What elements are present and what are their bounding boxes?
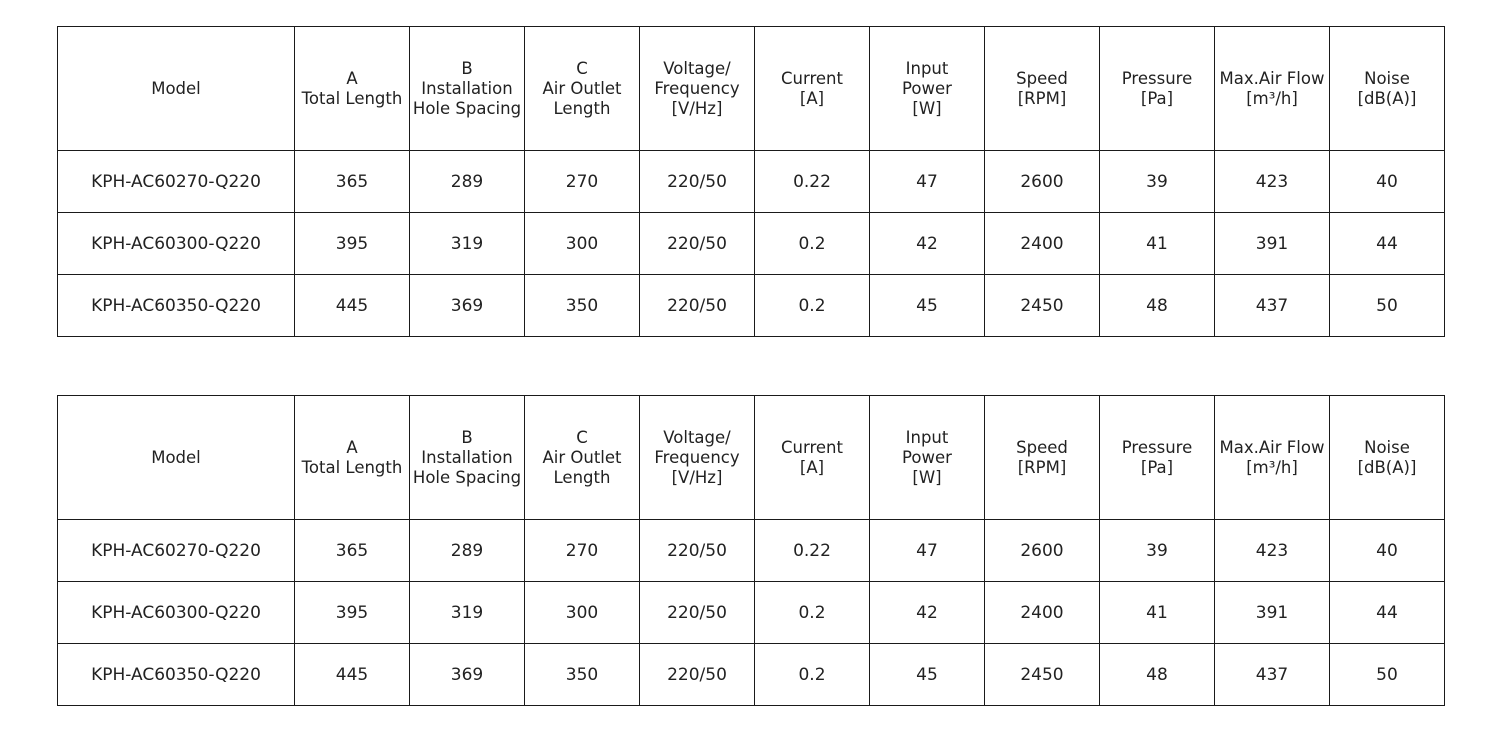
table-row xyxy=(58,275,1445,337)
table-cell: 39 xyxy=(1100,151,1215,213)
table-row xyxy=(58,582,1445,644)
model-cell: KPH-AC60300-Q220 xyxy=(58,213,295,275)
table-row xyxy=(58,644,1445,706)
header-cell: Max.Air Flow [m³/h] xyxy=(1215,27,1330,151)
table-cell: 2450 xyxy=(985,644,1100,706)
table-cell: 2600 xyxy=(985,151,1100,213)
table-cell: 319 xyxy=(410,213,525,275)
table-cell: 423 xyxy=(1215,151,1330,213)
header-cell: Speed [RPM] xyxy=(985,27,1100,151)
table-row xyxy=(58,520,1445,582)
table-cell: 47 xyxy=(870,151,985,213)
spec-table-2 xyxy=(57,395,1445,706)
table-cell: 48 xyxy=(1100,644,1215,706)
table-cell: 41 xyxy=(1100,582,1215,644)
table-cell: 350 xyxy=(525,275,640,337)
header-cell: Pressure [Pa] xyxy=(1100,396,1215,520)
table-cell: 289 xyxy=(410,520,525,582)
table-cell: 0.2 xyxy=(755,582,870,644)
table-cell: 220/50 xyxy=(640,520,755,582)
table-cell: 40 xyxy=(1330,520,1445,582)
table-cell: 220/50 xyxy=(640,582,755,644)
model-cell: KPH-AC60350-Q220 xyxy=(58,644,295,706)
header-cell: Model xyxy=(58,396,295,520)
table-cell: 319 xyxy=(410,582,525,644)
header-cell: Noise [dB(A)] xyxy=(1330,396,1445,520)
table-cell: 2450 xyxy=(985,275,1100,337)
header-cell: Input Power [W] xyxy=(870,396,985,520)
table-cell: 391 xyxy=(1215,582,1330,644)
header-cell: A Total Length xyxy=(295,27,410,151)
table-cell: 391 xyxy=(1215,213,1330,275)
table-cell: 423 xyxy=(1215,520,1330,582)
header-cell: Pressure [Pa] xyxy=(1100,27,1215,151)
model-cell: KPH-AC60300-Q220 xyxy=(58,582,295,644)
table-cell: 445 xyxy=(295,644,410,706)
table-cell: 350 xyxy=(525,644,640,706)
table-cell: 300 xyxy=(525,582,640,644)
header-cell: Current [A] xyxy=(755,396,870,520)
header-cell: Max.Air Flow [m³/h] xyxy=(1215,396,1330,520)
header-cell: Model xyxy=(58,27,295,151)
table-cell: 42 xyxy=(870,213,985,275)
table-cell: 220/50 xyxy=(640,151,755,213)
header-cell: A Total Length xyxy=(295,396,410,520)
spec-table-1 xyxy=(57,26,1445,337)
table-cell: 42 xyxy=(870,582,985,644)
header-cell: Voltage/ Frequency [V/Hz] xyxy=(640,396,755,520)
table-cell: 395 xyxy=(295,582,410,644)
table-cell: 300 xyxy=(525,213,640,275)
table-cell: 220/50 xyxy=(640,644,755,706)
table-cell: 369 xyxy=(410,275,525,337)
table-cell: 437 xyxy=(1215,644,1330,706)
table-row xyxy=(58,151,1445,213)
table-cell: 44 xyxy=(1330,582,1445,644)
table-cell: 270 xyxy=(525,520,640,582)
header-cell: Speed [RPM] xyxy=(985,396,1100,520)
table-cell: 41 xyxy=(1100,213,1215,275)
table-cell: 0.22 xyxy=(755,151,870,213)
header-cell: C Air Outlet Length xyxy=(525,27,640,151)
table-cell: 40 xyxy=(1330,151,1445,213)
table-cell: 365 xyxy=(295,151,410,213)
model-cell: KPH-AC60350-Q220 xyxy=(58,275,295,337)
header-row xyxy=(58,27,1445,151)
table-cell: 0.2 xyxy=(755,644,870,706)
table-cell: 47 xyxy=(870,520,985,582)
table-cell: 45 xyxy=(870,644,985,706)
table-cell: 45 xyxy=(870,275,985,337)
model-cell: KPH-AC60270-Q220 xyxy=(58,151,295,213)
table-cell: 0.2 xyxy=(755,275,870,337)
table-cell: 2400 xyxy=(985,582,1100,644)
table-row xyxy=(58,213,1445,275)
header-cell: Noise [dB(A)] xyxy=(1330,27,1445,151)
table-cell: 270 xyxy=(525,151,640,213)
table-cell: 395 xyxy=(295,213,410,275)
table-cell: 50 xyxy=(1330,644,1445,706)
table-cell: 365 xyxy=(295,520,410,582)
header-cell: B Installation Hole Spacing xyxy=(410,27,525,151)
table-cell: 289 xyxy=(410,151,525,213)
table-cell: 0.22 xyxy=(755,520,870,582)
header-cell: Voltage/ Frequency [V/Hz] xyxy=(640,27,755,151)
table-cell: 0.2 xyxy=(755,213,870,275)
table-cell: 2400 xyxy=(985,213,1100,275)
table-cell: 48 xyxy=(1100,275,1215,337)
model-cell: KPH-AC60270-Q220 xyxy=(58,520,295,582)
header-cell: Current [A] xyxy=(755,27,870,151)
table-cell: 50 xyxy=(1330,275,1445,337)
table-cell: 39 xyxy=(1100,520,1215,582)
table-cell: 220/50 xyxy=(640,213,755,275)
table-cell: 220/50 xyxy=(640,275,755,337)
table-cell: 445 xyxy=(295,275,410,337)
header-cell: B Installation Hole Spacing xyxy=(410,396,525,520)
table-cell: 2600 xyxy=(985,520,1100,582)
header-cell: C Air Outlet Length xyxy=(525,396,640,520)
header-cell: Input Power [W] xyxy=(870,27,985,151)
table-cell: 369 xyxy=(410,644,525,706)
header-row xyxy=(58,396,1445,520)
table-cell: 437 xyxy=(1215,275,1330,337)
table-cell: 44 xyxy=(1330,213,1445,275)
